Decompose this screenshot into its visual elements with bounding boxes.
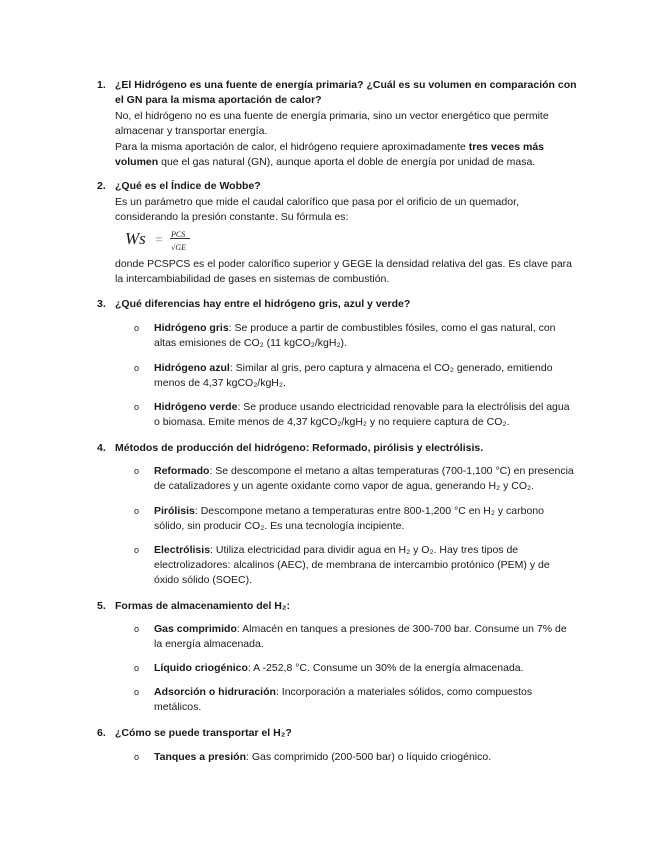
bullet-icon: o (134, 363, 140, 373)
formula-equals: = (155, 233, 163, 248)
formula-lhs: Ws (125, 229, 146, 248)
bullet-icon: o (134, 466, 140, 476)
item-number: 4. (97, 442, 106, 454)
item-number: 5. (97, 600, 106, 612)
answer-paragraph: donde PCSPCS es el poder calorífico superior y GEGE la densidad relativa del gas. Es clave para la intercambiabilidad de gases en sistemas de combustión. (115, 258, 572, 285)
bullet-icon: o (134, 663, 140, 673)
bullet-icon: o (134, 402, 140, 412)
formula-denominator: √GE (171, 243, 187, 252)
formula-numerator: PCS (171, 230, 186, 239)
emphasis: tres veces más volumen (115, 141, 545, 168)
bullet-icon: o (134, 687, 140, 697)
bullet-icon: o (134, 545, 140, 555)
answer-paragraph: Para la misma aportación de calor, el hidrógeno requiere aproximadamente tres veces más volumen que el gas natural (GN), aunque aporta el doble de energía por unidad de masa. (115, 141, 545, 168)
question-heading: Formas de almacenamiento del H₂: (115, 600, 291, 612)
answer-paragraph: Es un parámetro que mide el caudal calorífico que pasa por el orificio de un quemador, considerando la presión constante. Su fórmula es: (115, 196, 519, 223)
answer-paragraph: No, el hidrógeno no es una fuente de energía primaria, sino un vector energético que permite almacenar y transportar energía. (115, 110, 549, 137)
bullet-icon: o (134, 752, 140, 762)
item-number: 2. (97, 180, 106, 192)
question-heading: Métodos de producción del hidrógeno: Reformado, pirólisis y electrólisis. (115, 442, 484, 454)
fraction-bar (170, 238, 190, 239)
question-heading: ¿Cómo se puede transportar el H₂? (115, 727, 292, 739)
item-number: 6. (97, 727, 106, 739)
question-heading: ¿Qué es el Índice de Wobbe? (115, 180, 261, 192)
document-page: 1. ¿El Hidrógeno es una fuente de energía primaria? ¿Cuál es su volumen en comparación con el GN para la misma aportación de calor? No, el hidrógeno no es una fuente de energía primaria, sino un vector energético que permite almacenar y transportar energía. Para la misma aportación de calor, el hidrógeno requiere aproximadamente tres veces más volumen que el gas natural (GN), aunque aporta el doble de energía por unidad de masa. 2. ¿Qué es el Índice de Wobbe? Es un parámetro que mide el caudal calorífico que pasa por el orificio de un quemador, considerando la presión constante. Su fórmula es: Ws = PCS √GE donde PCSPCS es el poder calorífico superior y GEGE la densidad relativa del gas. Es clave para la intercambiabilidad de gases en sistemas de combustión. 3. ¿Qué diferencias hay entre el hidrógeno gris, azul y verde? o Hidrógeno gris: Se produce a partir de combustibles fósiles, como el gas natural, con altas emisiones de CO₂ (11 kgCO₂/kgH₂). o Hidrógeno azul: Similar al gris, pero captura y almacena el CO₂ generado, emitiendo menos de 4,37 kgCO₂/kgH₂. o Hidrógeno verde: Se produce usando electricidad renovable para la electrólisis del agua o biomasa. Emite menos de 4,37 kgCO₂/kgH₂ y no requiere captura de CO₂. 4. Métodos de producción del hidrógeno: Reformado, pirólisis y electrólisis. o Reformado: Se descompone el metano a altas temperaturas (700-1,100 °C) en presencia de catalizadores y un agente oxidante como vapor de agua, generando H₂ y CO₂. o Pirólisis: Descompone metano a temperaturas entre 800-1,200 °C en H₂ y carbono sólido, sin producir CO₂. Es una tecnología incipiente. o Electrólisis: Utiliza electricidad para dividir agua en H₂ y O₂. Hay tres tipos de electrolizadores: alcalinos (AEC), de membrana de intercambio protónico (PEM) y de óxido sólido (SOEC). 5. Formas de almacenamiento del H₂: o Gas comprimido: Almacén en tanques a presiones de 300-700 bar. Consume un 7% de la energía almacenada. o Líquido criogénico: A -252,8 °C. Consume un 30% de la energía almacenada. o Adsorción o hidruración: Incorporación a materiales sólidos, como compuestos metálicos. 6. ¿Cómo se puede transportar el H₂? o Tanques a presión: Gas comprimido (200-500 bar) o líquido criogénico. (0, 0, 655, 848)
wobbe-formula (125, 227, 195, 253)
item-number: 3. (97, 298, 106, 310)
bullet-icon: o (134, 506, 140, 516)
item-number: 1. (97, 79, 106, 91)
question-heading: ¿Qué diferencias hay entre el hidrógeno gris, azul y verde? (115, 298, 411, 310)
bullet-icon: o (134, 624, 140, 634)
question-heading: ¿El Hidrógeno es una fuente de energía primaria? ¿Cuál es su volumen en comparación con el GN para la misma aportación de calor? (115, 79, 577, 106)
bullet-icon: o (134, 323, 140, 333)
